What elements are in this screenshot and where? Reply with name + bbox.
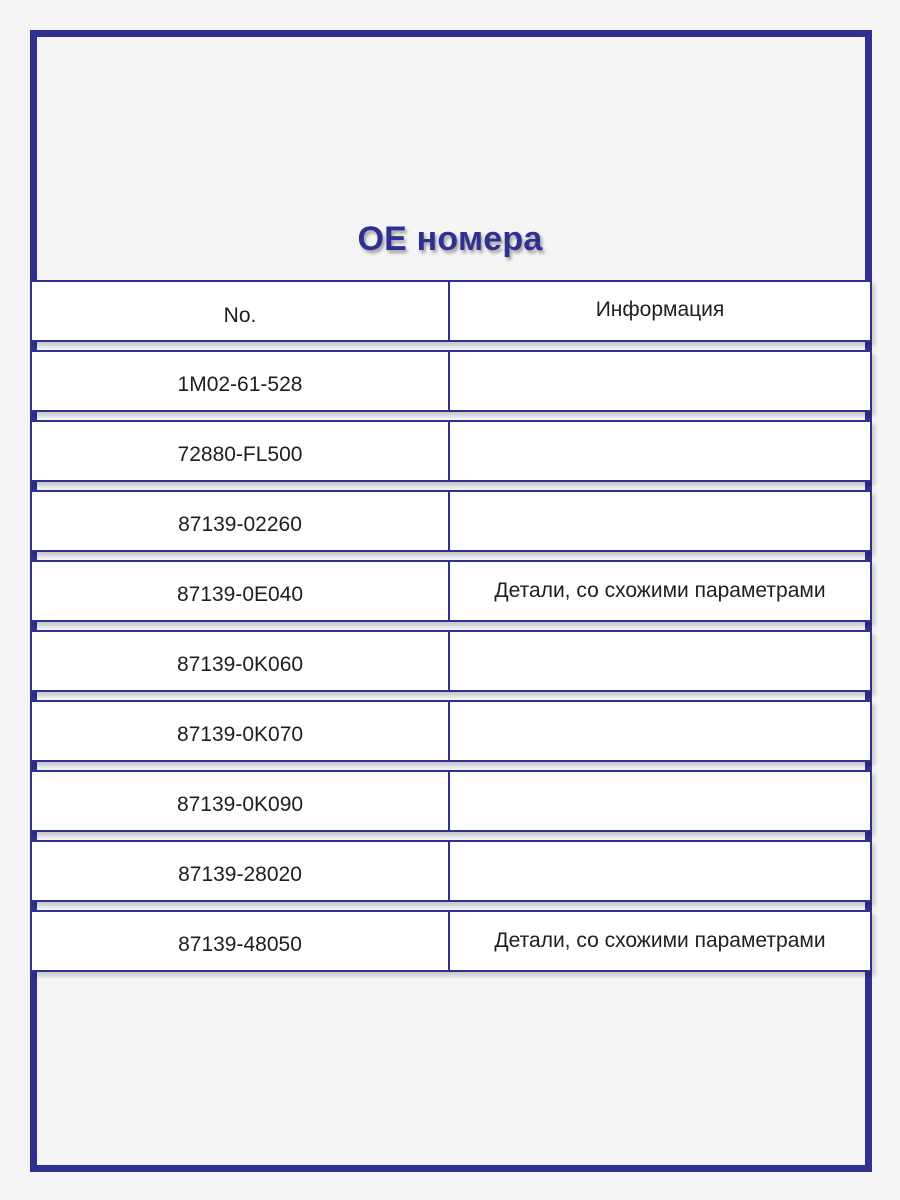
cell-info: [450, 632, 872, 690]
column-header-no: No.: [30, 282, 450, 340]
cell-info: Детали, со схожими параметрами: [450, 912, 872, 970]
cell-info: [450, 772, 872, 830]
cell-oe-number: 72880-FL500: [30, 422, 450, 480]
cell-oe-number: 87139-02260: [30, 492, 450, 550]
cell-info: [450, 422, 872, 480]
column-header-info: Информация: [450, 282, 872, 340]
cell-oe-number: 87139-0K090: [30, 772, 450, 830]
table-row: [30, 560, 872, 622]
table-row: [30, 910, 872, 972]
table-row: [30, 840, 872, 902]
table-row: [30, 490, 872, 552]
cell-info: [450, 352, 872, 410]
cell-oe-number: 87139-0K060: [30, 632, 450, 690]
cell-info: [450, 492, 872, 550]
cell-info: Детали, со схожими параметрами: [450, 562, 872, 620]
table-row: [30, 420, 872, 482]
table-row: [30, 700, 872, 762]
cell-oe-number: 87139-48050: [30, 912, 450, 970]
cell-info: [450, 842, 872, 900]
table-row: [30, 630, 872, 692]
cell-oe-number: 1M02-61-528: [30, 352, 450, 410]
cell-oe-number: 87139-0E040: [30, 562, 450, 620]
cell-oe-number: 87139-0K070: [30, 702, 450, 760]
cell-info: [450, 702, 872, 760]
table-row: [30, 350, 872, 412]
page-title: OE номера: [357, 220, 543, 258]
table-row: [30, 770, 872, 832]
table-header-row: [30, 280, 872, 342]
cell-oe-number: 87139-28020: [30, 842, 450, 900]
